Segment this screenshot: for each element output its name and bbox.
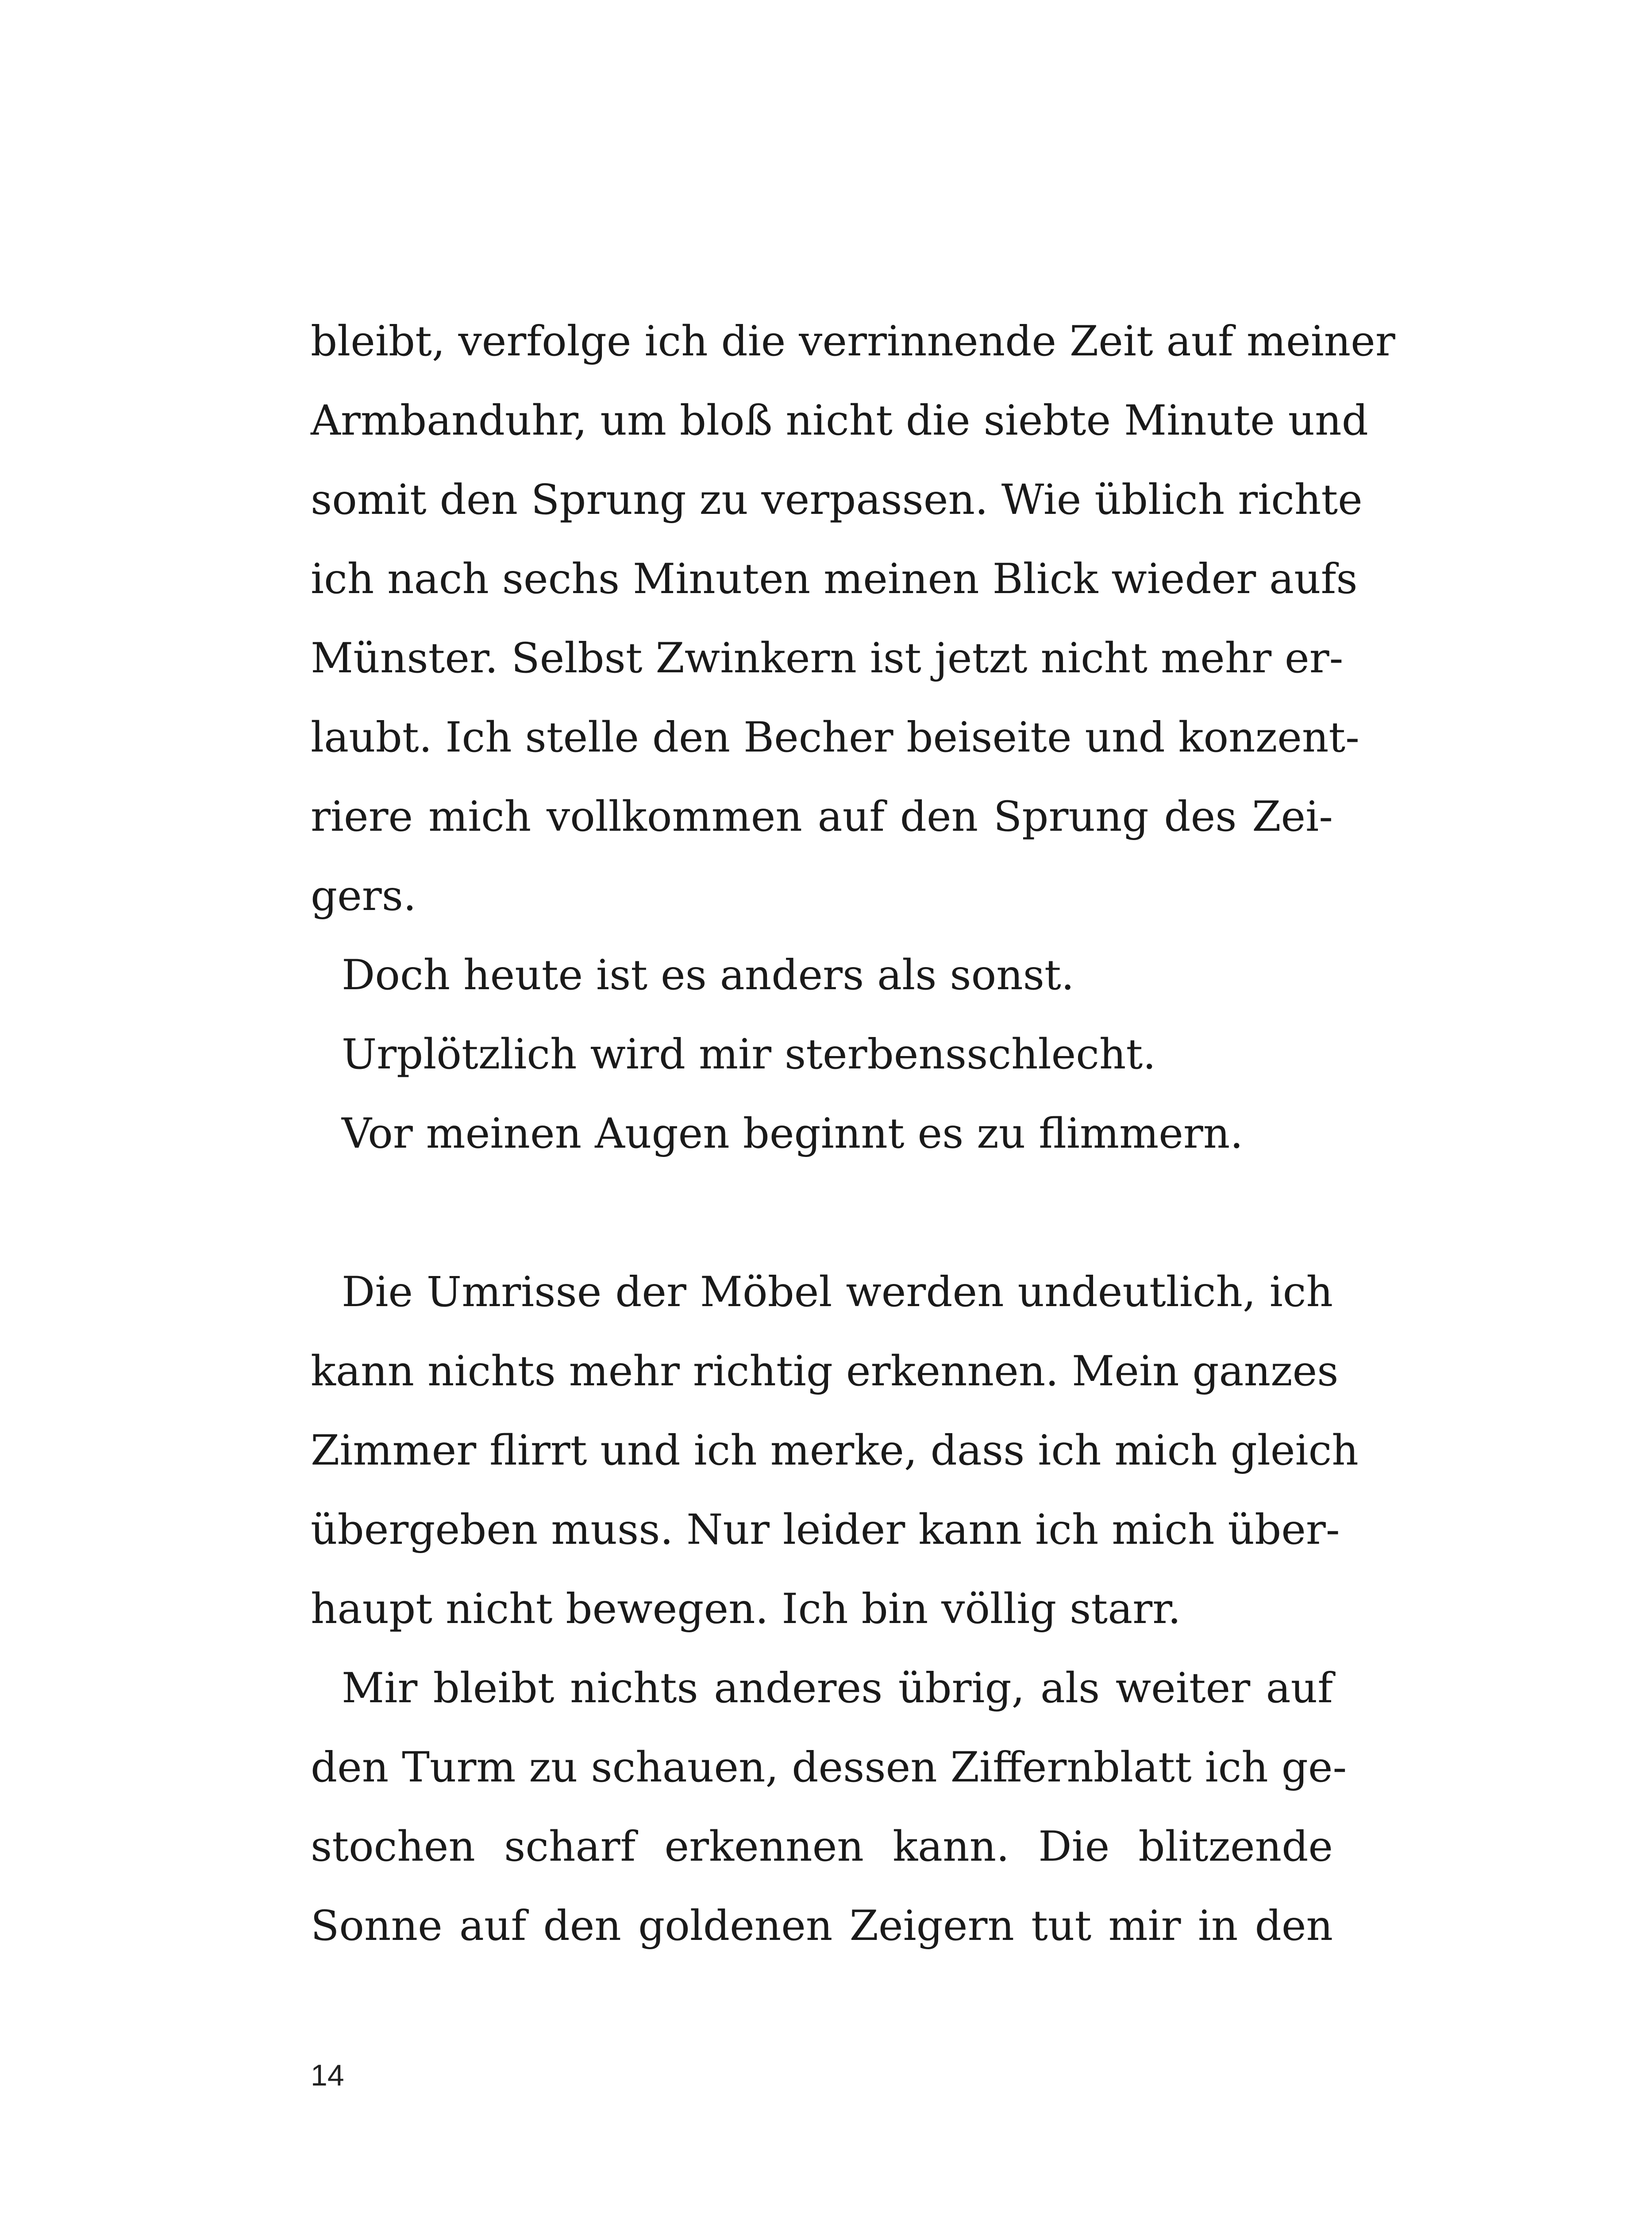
text-line: laubt. Ich stelle den Becher beiseite und konzent- <box>311 713 1359 762</box>
paragraph-5 <box>311 1253 1359 1649</box>
paragraph-4 <box>311 1094 1333 1173</box>
text-line: stochen scharf erkennen kann. Die blitzende <box>311 1823 1333 1871</box>
text-line: Münster. Selbst Zwinkern ist jetzt nicht mehr er- <box>311 634 1344 682</box>
paragraph-6 <box>311 1649 1347 1966</box>
text-line: Die Umrisse der Möbel werden undeutlich, ich <box>342 1268 1333 1316</box>
text-line: gers. <box>311 872 416 920</box>
body-text <box>311 302 1395 1966</box>
text-line: Urplötzlich wird mir sterbensschlecht. <box>342 1030 1156 1079</box>
section-break <box>311 1173 1333 1253</box>
text-line: Zimmer flirrt und ich merke, dass ich mich gleich <box>311 1426 1359 1475</box>
paragraph-2 <box>311 936 1333 1015</box>
text-line: ich nach sechs Minuten meinen Blick wieder aufs <box>311 555 1358 603</box>
text-line: riere mich vollkommen auf den Sprung des Zei- <box>311 793 1333 841</box>
text-line: somit den Sprung zu verpassen. Wie üblich richte <box>311 476 1363 524</box>
text-line: Armbanduhr, um bloß nicht die siebte Minute und <box>311 397 1368 445</box>
text-line: haupt nicht bewegen. Ich bin völlig starr. <box>311 1585 1181 1633</box>
text-line: Sonne auf den goldenen Zeigern tut mir in den <box>311 1902 1333 1950</box>
paragraph-1 <box>311 302 1395 936</box>
text-line: den Turm zu schauen, dessen Ziffernblatt ich ge- <box>311 1743 1347 1792</box>
text-line: bleibt, verfolge ich die verrinnende Zeit auf meiner <box>311 317 1395 366</box>
text-line: kann nichts mehr richtig erkennen. Mein ganzes <box>311 1347 1339 1396</box>
text-line: Mir bleibt nichts anderes übrig, als weiter auf <box>342 1664 1333 1712</box>
text-line: Doch heute ist es anders als sonst. <box>342 951 1074 999</box>
text-line: übergeben muss. Nur leider kann ich mich über- <box>311 1506 1340 1554</box>
paragraph-3 <box>311 1015 1333 1094</box>
page-number: 14 <box>311 2059 344 2092</box>
text-line: Vor meinen Augen beginnt es zu flimmern. <box>342 1110 1244 1158</box>
